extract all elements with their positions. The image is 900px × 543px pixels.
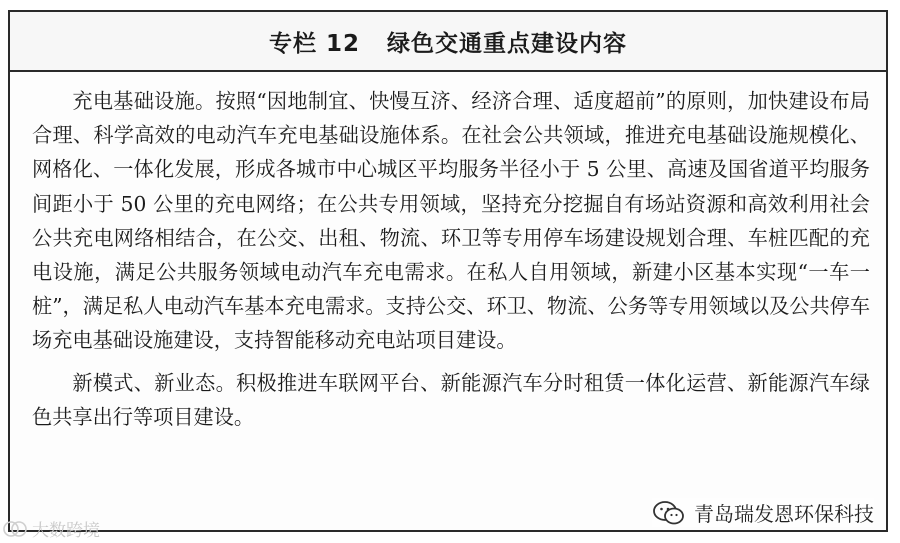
corner-watermark — [2, 516, 100, 541]
paragraph-new-models: 新模式、新业态。积极推进车联网平台、新能源汽车分时租赁一体化运营、新能源汽车绿色共享出行等项目建设。 — [32, 370, 870, 429]
paragraph-charging-infrastructure: 充电基础设施。按照“因地制宜、快慢互济、经济合理、适度超前”的原则，加快建设布局合理、科学高效的电动汽车充电基础设施体系。在社会公共领域，推进充电基础设施规模化、网格化、一体化发展，形成各城市中心城区平均服务半径小于 5 公里、高速及国省道平均服务间距小于 50 公里的充电网络；在公共专用领域，坚持充分挖掘自有场站资源和高效利用社会公共充电网络相结合，在公交、出租、物流、环卫等专用停车场建设规划合理、车桩匹配的充电设施，满足公共服务领域电动汽车充电需求。在私人自用领域，新建小区基本实现“一车一桩”，满足私人电动汽车基本充电需求。支持公交、环卫、物流、公务等专用领域以及公共停车场充电基础设施建设，支持智能移动充电站项目建设。 — [32, 89, 871, 353]
logo-icon — [2, 519, 28, 539]
column-box — [8, 10, 888, 532]
column-title: 专栏 12 绿色交通重点建设内容 — [268, 30, 628, 57]
watermark-label: 青岛瑞发恩环保科技 — [694, 502, 874, 526]
column-body — [32, 84, 870, 442]
wechat-icon — [652, 500, 686, 526]
wechat-watermark — [652, 498, 874, 527]
title-bar — [10, 12, 886, 72]
corner-watermark-label: 大数跨境 — [32, 521, 100, 541]
